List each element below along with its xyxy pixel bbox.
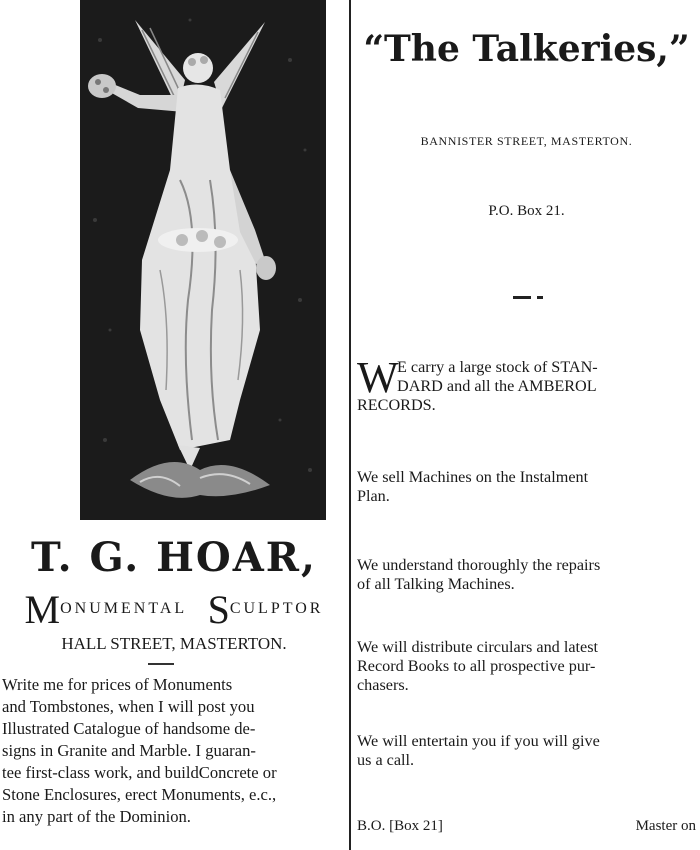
title-initial-s: S [207,587,230,632]
body-line: Stone Enclosures, erect Monuments, e.c., [2,785,277,804]
circulars-line: chasers. [357,676,409,694]
stock-line: DARD and all the AMBEROL [397,377,597,395]
divider-rule [148,663,174,665]
hoar-body-text [2,674,344,828]
hoar-advertisement [0,0,348,850]
talkeries-advertisement [353,0,700,850]
body-line: Write me for prices of Monuments [2,675,233,694]
column-divider [349,0,351,850]
hoar-address: HALL STREET, MASTERTON. [61,634,287,653]
footer-location: Master on [635,818,696,834]
entertain-line: We will entertain you if you will give [357,732,600,750]
repairs-line: of all Talking Machines. [357,575,515,593]
instalment-paragraph [357,468,697,506]
monumental-sculptor-title [0,586,348,633]
dropcap-w: W [357,353,399,402]
title-word-sculptor: CULPTOR [229,600,324,617]
circulars-line: Record Books to all prospective pur- [357,657,596,675]
title-word-monumental: ONUMENTAL [60,600,187,617]
title-initial-m: M [24,587,61,632]
entertain-paragraph [357,732,697,770]
body-line: Illustrated Catalogue of handsome de- [2,719,256,738]
hoar-name-heading: T. G. HOAR, [31,534,317,581]
circulars-line: We will distribute circulars and latest [357,638,598,656]
stock-paragraph [357,353,697,415]
body-line: in any part of the Dominion. [2,807,191,826]
angel-statue-icon [80,0,326,520]
talkeries-address: BANNISTER STREET, MASTERTON. [420,134,633,148]
body-line: and Tombstones, when I will post you [2,697,255,716]
body-line: tee first-class work, and buildConcrete or [2,763,277,782]
decorative-dash [537,296,543,299]
po-box: P.O. Box 21. [488,203,565,219]
repairs-line: We understand thoroughly the repairs [357,556,601,574]
body-line: signs in Granite and Marble. I guaran- [2,741,256,760]
footer-box-number: B.O. [Box 21] [357,818,443,834]
decorative-dash [513,296,531,299]
entertain-line: us a call. [357,751,415,769]
instalment-line: Plan. [357,487,390,505]
angel-statue-engraving [80,0,326,520]
circulars-paragraph [357,638,697,695]
repairs-paragraph [357,556,697,594]
talkeries-title: “The Talkeries,” [363,28,690,70]
instalment-line: We sell Machines on the Instalment [357,468,589,486]
stock-line: RECORDS. [357,396,436,414]
stock-line: E carry a large stock of STAN- [397,358,598,376]
